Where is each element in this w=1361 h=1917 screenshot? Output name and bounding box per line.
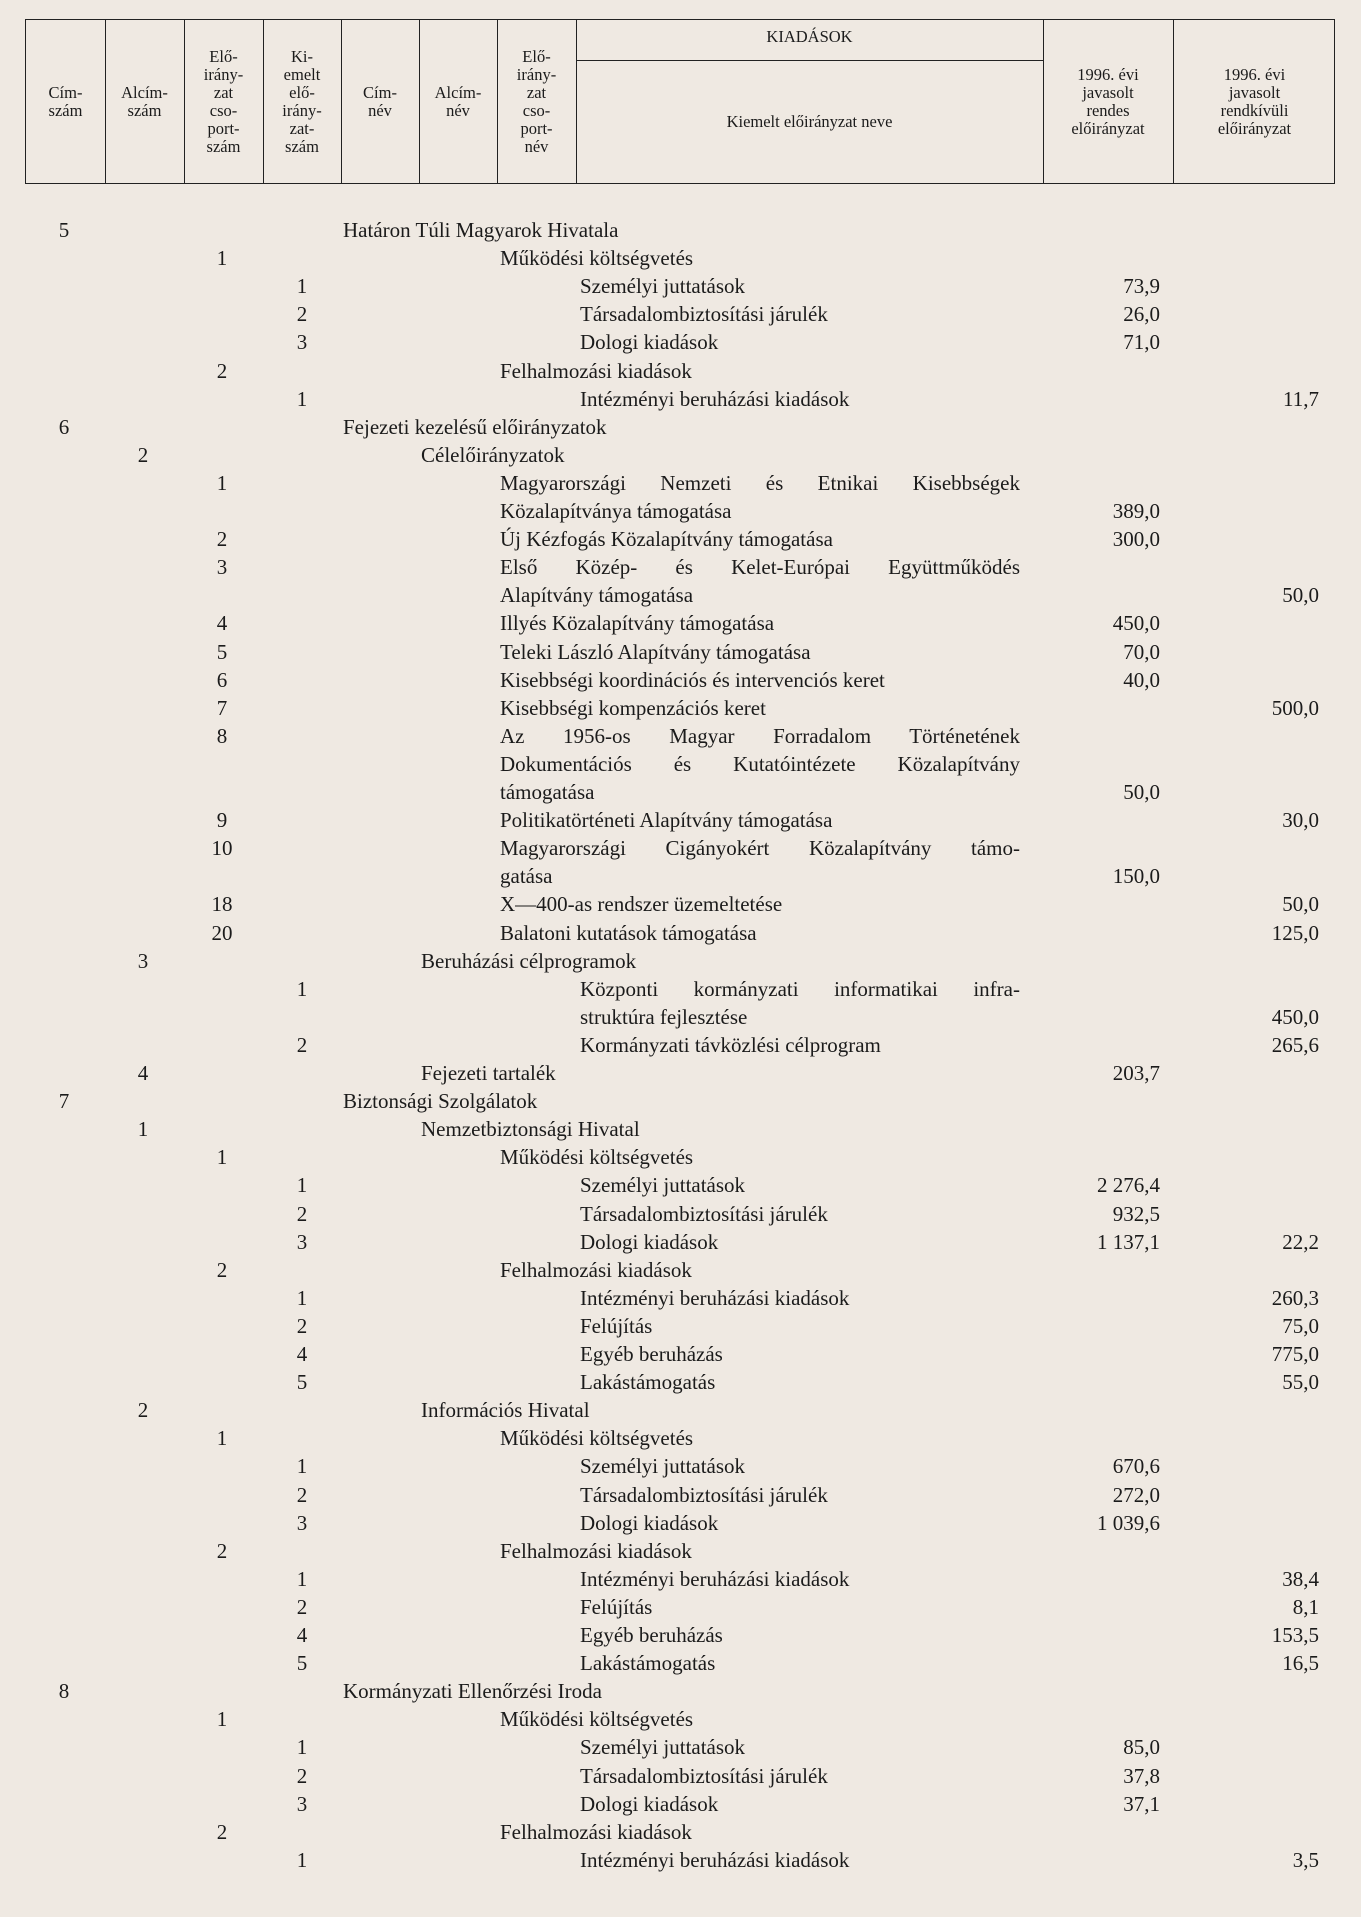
row-label: Társadalombiztosítási járulék	[580, 1201, 828, 1226]
row-label: Teleki László Alapítvány támogatása	[500, 639, 811, 664]
table-row	[0, 216, 1361, 244]
row-label: Információs Hivatal	[421, 1398, 590, 1423]
table-row	[0, 1818, 1361, 1846]
rendkivuli-value: 260,3	[1271, 1285, 1319, 1310]
row-label: Működési költségvetés	[500, 1145, 694, 1170]
header-kiemelt-szam: Ki- emelt elő- irány- zat- szám	[282, 46, 322, 156]
row-number: 8	[58, 1679, 70, 1704]
row-label: Felújítás	[580, 1594, 653, 1619]
row-number: 5	[216, 639, 228, 664]
table-row	[0, 413, 1361, 441]
row-number: 3	[296, 1229, 308, 1254]
row-number: 9	[216, 808, 228, 833]
row-label: Működési költségvetés	[500, 1707, 694, 1732]
rendes-value: 450,0	[1112, 611, 1160, 636]
row-number: 1	[216, 246, 228, 271]
rendkivuli-value: 11,7	[1283, 386, 1319, 411]
row-number: 5	[296, 1370, 308, 1395]
header-kiemelt-nev: Kiemelt előirányzat neve	[726, 111, 893, 131]
row-label: Dologi kiadások	[580, 330, 719, 355]
row-number: 1	[296, 1735, 308, 1760]
rendes-value: 85,0	[1123, 1735, 1160, 1760]
row-number: 2	[296, 1594, 308, 1619]
row-label: Intézményi beruházási kiadások	[580, 1847, 850, 1872]
table-row	[0, 638, 1361, 666]
row-number: 6	[58, 414, 70, 439]
table-row	[0, 1200, 1361, 1228]
rendkivuli-value: 153,5	[1271, 1623, 1319, 1647]
row-label: Biztonsági Szolgálatok	[343, 1089, 538, 1114]
row-label: Intézményi beruházási kiadások	[580, 1285, 850, 1310]
row-number: 1	[216, 1145, 228, 1170]
row-label: struktúra fejlesztése	[580, 1004, 748, 1029]
row-number: 2	[296, 1763, 308, 1788]
rendes-value: 1 137,1	[1097, 1229, 1160, 1254]
row-label: Egyéb beruházás	[580, 1623, 723, 1647]
row-number: 6	[216, 667, 228, 692]
rendkivuli-value: 50,0	[1282, 892, 1319, 917]
row-label: Magyarországi Nemzeti és Etnikai Kisebbségek	[500, 470, 1020, 495]
row-number: 20	[211, 920, 233, 945]
rendes-value: 37,8	[1123, 1763, 1160, 1788]
row-number: 3	[296, 1510, 308, 1535]
row-number: 3	[137, 948, 149, 973]
row-label: Fejezeti kezelésű előirányzatok	[343, 414, 607, 439]
table-row	[0, 244, 1361, 272]
row-label: Működési költségvetés	[500, 246, 694, 271]
table-row	[0, 1115, 1361, 1143]
row-label: Lakástámogatás	[580, 1651, 716, 1676]
table-row	[0, 1537, 1361, 1565]
row-label: Kormányzati Ellenőrzési Iroda	[343, 1679, 602, 1704]
row-label: Intézményi beruházási kiadások	[580, 386, 850, 411]
row-number: 3	[296, 1791, 308, 1816]
row-label: Új Kézfogás Közalapítvány támogatása	[500, 527, 833, 552]
header-cim-szam: Cím- szám	[48, 82, 83, 120]
row-number: 2	[216, 1819, 228, 1844]
rendes-value: 40,0	[1123, 667, 1160, 692]
table-row	[0, 890, 1361, 918]
header-eloiranyzat-csoport-nev: Elő- irány- zat cso- port- név	[516, 46, 557, 156]
header-cim-nev: Cím- név	[363, 82, 397, 120]
row-label: Felhalmozási kiadások	[500, 1257, 692, 1282]
header-kiadasok: KIADÁSOK	[766, 27, 853, 46]
rendes-value: 50,0	[1123, 779, 1160, 804]
table-row	[0, 666, 1361, 694]
rendkivuli-value: 16,5	[1282, 1651, 1319, 1676]
table-row	[0, 1171, 1361, 1199]
row-label: Politikatörténeti Alapítvány támogatása	[500, 808, 833, 833]
rendkivuli-value: 265,6	[1271, 1032, 1319, 1057]
row-label: Dologi kiadások	[580, 1229, 719, 1254]
row-number: 18	[211, 892, 233, 917]
row-number: 8	[216, 723, 228, 748]
row-label: Dokumentációs és Kutatóintézete Közalapítvány	[500, 751, 1020, 776]
row-number: 1	[137, 1117, 149, 1142]
row-label: Fejezeti tartalék	[421, 1061, 556, 1085]
row-number: 5	[296, 1651, 308, 1676]
row-label: Közalapítványa támogatása	[500, 498, 732, 523]
rendkivuli-value: 8,1	[1292, 1594, 1319, 1619]
row-label: Központi kormányzati informatikai infra-	[580, 976, 1020, 1001]
rendkivuli-value: 22,2	[1282, 1229, 1319, 1254]
rendkivuli-value: 75,0	[1282, 1313, 1319, 1338]
row-number: 2	[296, 1313, 308, 1338]
row-label: Egyéb beruházás	[580, 1342, 723, 1366]
row-label: Első Közép- és Kelet-Európai Együttműködés	[500, 555, 1020, 580]
row-label: Az 1956-os Magyar Forradalom Történetének	[500, 723, 1020, 748]
table-row	[0, 1762, 1361, 1790]
rendes-value: 389,0	[1112, 498, 1160, 523]
table-row	[0, 1312, 1361, 1340]
row-label: gatása	[500, 864, 553, 889]
row-number: 7	[216, 695, 228, 720]
rendes-value: 2 276,4	[1097, 1173, 1160, 1198]
row-label: Felhalmozási kiadások	[500, 358, 692, 383]
row-label: Felújítás	[580, 1313, 653, 1338]
row-number: 2	[216, 358, 228, 383]
rendes-value: 932,5	[1112, 1201, 1160, 1226]
table-row	[0, 1424, 1361, 1452]
header-eloiranyzat-csoport-szam: Elő- irány- zat cso- port- szám	[203, 46, 244, 156]
rendes-value: 1 039,6	[1097, 1510, 1160, 1535]
row-label: Magyarországi Cigányokért Közalapítvány támo-	[500, 836, 1020, 861]
row-label: Társadalombiztosítási járulék	[580, 1763, 828, 1788]
rendkivuli-value: 30,0	[1282, 808, 1319, 833]
row-label: Nemzetbiztonsági Hivatal	[421, 1117, 640, 1142]
rendes-value: 73,9	[1123, 274, 1160, 299]
row-label: Felhalmozási kiadások	[500, 1538, 692, 1563]
row-number: 1	[296, 976, 308, 1001]
row-number: 2	[216, 1538, 228, 1563]
rendes-value: 150,0	[1112, 864, 1160, 889]
table-row	[0, 525, 1361, 553]
table-row	[0, 1368, 1361, 1396]
row-number: 1	[296, 386, 308, 411]
table-row	[0, 300, 1361, 328]
header-alcim-nev: Alcím- név	[434, 82, 482, 120]
rendkivuli-value: 500,0	[1271, 695, 1319, 720]
row-number: 2	[216, 1257, 228, 1282]
header-alcim-szam: Alcím- szám	[121, 82, 168, 120]
row-label: Személyi juttatások	[580, 274, 746, 299]
row-number: 1	[216, 1707, 228, 1732]
row-number: 2	[296, 1032, 308, 1057]
table-row	[0, 609, 1361, 637]
table-row	[0, 1481, 1361, 1509]
table-row	[0, 1733, 1361, 1761]
table-row	[0, 553, 1361, 609]
rendes-value: 70,0	[1123, 639, 1160, 664]
table-row	[0, 1452, 1361, 1480]
row-label: Dologi kiadások	[580, 1510, 719, 1535]
row-label: Működési költségvetés	[500, 1426, 694, 1451]
row-label: Kisebbségi kompenzációs keret	[500, 695, 766, 720]
table-row	[0, 272, 1361, 300]
table-row	[0, 1565, 1361, 1593]
table-row	[0, 385, 1361, 413]
table-row	[0, 1846, 1361, 1874]
rendes-value: 203,7	[1112, 1061, 1160, 1085]
row-label: Beruházási célprogramok	[421, 948, 637, 973]
table-row	[0, 1790, 1361, 1818]
row-label: Személyi juttatások	[580, 1173, 746, 1198]
row-number: 1	[216, 470, 228, 495]
row-number: 2	[137, 442, 149, 467]
header-rendkivuli: 1996. évi javasolt rendkívüli előirányzat	[1217, 64, 1292, 138]
row-number: 1	[296, 1285, 308, 1310]
rendes-value: 26,0	[1123, 302, 1160, 327]
row-number: 1	[296, 1847, 308, 1872]
rendkivuli-value: 55,0	[1282, 1370, 1319, 1395]
rendes-value: 300,0	[1112, 527, 1160, 552]
rendes-value: 272,0	[1112, 1482, 1160, 1507]
row-number: 3	[296, 330, 308, 355]
row-label: X—400-as rendszer üzemeltetése	[500, 892, 783, 917]
row-number: 5	[58, 218, 70, 242]
table-row	[0, 328, 1361, 356]
table-row	[0, 1143, 1361, 1171]
table-row	[0, 834, 1361, 890]
row-label: Felhalmozási kiadások	[500, 1819, 692, 1844]
row-number: 7	[58, 1089, 70, 1114]
table-row	[0, 1649, 1361, 1677]
row-number: 1	[296, 274, 308, 299]
table-row	[0, 1284, 1361, 1312]
table-row	[0, 357, 1361, 385]
row-number: 1	[216, 1426, 228, 1451]
row-label: Társadalombiztosítási járulék	[580, 1482, 828, 1507]
row-number: 2	[296, 1201, 308, 1226]
rendes-value: 71,0	[1123, 330, 1160, 355]
row-label: Alapítvány támogatása	[500, 583, 694, 608]
table-row	[0, 1228, 1361, 1256]
table-row	[0, 694, 1361, 722]
table-row	[0, 806, 1361, 834]
header-rendes: 1996. évi javasolt rendes előirányzat	[1071, 64, 1145, 138]
row-label: Határon Túli Magyarok Hivatala	[343, 218, 619, 242]
rendes-value: 37,1	[1123, 1791, 1160, 1816]
row-label: Balatoni kutatások támogatása	[500, 920, 757, 945]
row-number: 2	[137, 1398, 149, 1423]
rendkivuli-value: 450,0	[1271, 1004, 1319, 1029]
rendkivuli-value: 38,4	[1282, 1566, 1319, 1591]
row-label: Dologi kiadások	[580, 1791, 719, 1816]
row-number: 2	[296, 1482, 308, 1507]
table-row	[0, 1031, 1361, 1059]
row-number: 2	[216, 527, 228, 552]
row-label: Társadalombiztosítási járulék	[580, 302, 828, 327]
row-number: 1	[296, 1566, 308, 1591]
row-number: 4	[137, 1061, 149, 1085]
row-label: Személyi juttatások	[580, 1735, 746, 1760]
table-row	[0, 947, 1361, 975]
table-row	[0, 1087, 1361, 1115]
table-row	[0, 919, 1361, 947]
table-row	[0, 1621, 1361, 1649]
row-label: Kormányzati távközlési célprogram	[580, 1032, 881, 1057]
table-row	[0, 1340, 1361, 1368]
table-row	[0, 469, 1361, 525]
row-number: 3	[216, 555, 228, 580]
rendkivuli-value: 3,5	[1292, 1847, 1319, 1872]
rendkivuli-value: 50,0	[1282, 583, 1319, 608]
row-number: 1	[296, 1454, 308, 1479]
table-row	[0, 1509, 1361, 1537]
table-row	[0, 441, 1361, 469]
row-number: 4	[296, 1342, 308, 1366]
table-row	[0, 1593, 1361, 1621]
row-label: Célelőirányzatok	[421, 442, 565, 467]
rendkivuli-value: 125,0	[1271, 920, 1319, 945]
table-row	[0, 1256, 1361, 1284]
row-label: Lakástámogatás	[580, 1370, 716, 1395]
rendkivuli-value: 775,0	[1271, 1342, 1319, 1366]
row-label: Személyi juttatások	[580, 1454, 746, 1479]
table-row	[0, 1059, 1361, 1087]
table-row	[0, 975, 1361, 1031]
row-label: Intézményi beruházási kiadások	[580, 1566, 850, 1591]
row-label: Kisebbségi koordinációs és intervenciós keret	[500, 667, 885, 692]
row-number: 2	[296, 302, 308, 327]
row-number: 10	[211, 836, 233, 861]
row-number: 1	[296, 1173, 308, 1198]
table-row	[0, 722, 1361, 806]
table-header	[25, 19, 1335, 184]
rendes-value: 670,6	[1112, 1454, 1160, 1479]
row-label: Illyés Közalapítvány támogatása	[500, 611, 775, 636]
row-number: 4	[296, 1623, 308, 1647]
row-number: 4	[216, 611, 228, 636]
table-row	[0, 1677, 1361, 1705]
table-row	[0, 1396, 1361, 1424]
table-row	[0, 1705, 1361, 1733]
row-label: támogatása	[500, 779, 595, 804]
